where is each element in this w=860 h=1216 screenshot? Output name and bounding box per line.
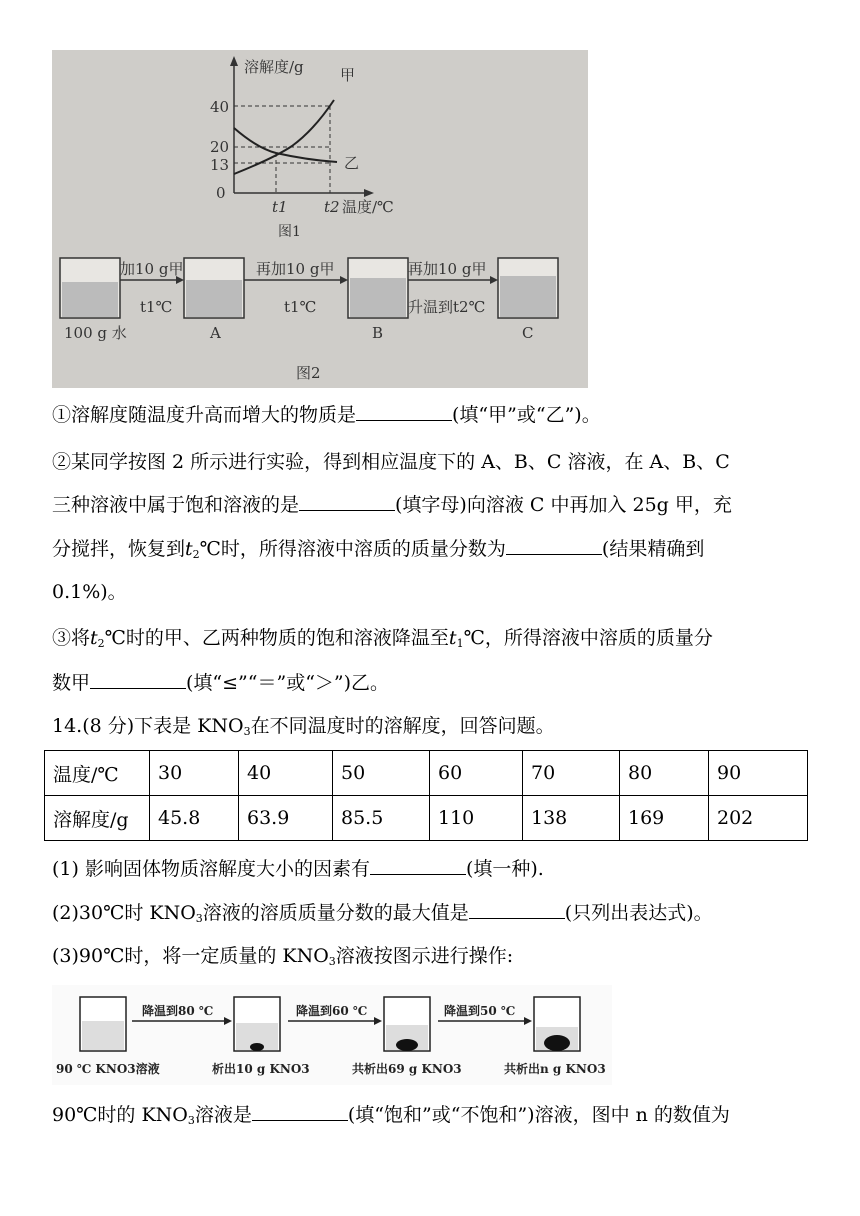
question-1 [52, 402, 601, 427]
q14-last-text-2: 溶液是 [194, 1104, 252, 1126]
q3-text-4: 数甲 [52, 672, 91, 694]
fig3-beaker-2 [384, 997, 430, 1051]
question-2-line4: 0.1%)。 [52, 581, 127, 603]
table-row [45, 796, 808, 841]
y-axis-arrow-icon [230, 56, 238, 66]
table-cell: 85.5 [333, 796, 430, 841]
table-cell: 63.9 [239, 796, 333, 841]
figure1-and-2 [52, 50, 588, 388]
temp2-label: t1℃ [284, 298, 317, 316]
beaker-0 [60, 258, 120, 318]
table-cell: 50 [333, 751, 430, 796]
q3-text-5: (填“≤”“＝”或“＞”)乙。 [186, 672, 390, 694]
table-cell: 溶解度/g [45, 796, 150, 841]
fig3-label-2: 共析出69 g KNO3 [352, 1062, 462, 1076]
question-2-line3 [52, 536, 704, 567]
fig3-label-3: 共析出n g KNO3 [504, 1062, 606, 1076]
x-axis-label: 温度/℃ [342, 198, 394, 216]
figure3-svg [52, 985, 612, 1085]
table-cell: 80 [620, 751, 709, 796]
fig3-arrow-1-head-icon [224, 1017, 232, 1025]
crystal-icon [396, 1039, 418, 1051]
figure-photo [52, 50, 588, 388]
q14-2-hint: (只列出表达式)。 [564, 902, 713, 924]
q14-1-blank[interactable] [370, 856, 466, 875]
curve-jia-label: 甲 [340, 66, 356, 84]
fig3-arrow-2-label: 降温到60 ℃ [296, 1004, 368, 1018]
table-cell: 90 [709, 751, 808, 796]
q14-2-text-2: 溶液的溶质质量分数的最大值是 [202, 902, 469, 924]
y-tick-13: 13 [210, 156, 230, 174]
beaker-a [184, 258, 244, 318]
q14-2-sub: 3 [195, 912, 203, 925]
arrow-2-head-icon [340, 276, 348, 284]
q2-t: t [185, 538, 193, 560]
fig3-label-0: 90 ℃ KNO3溶液 [56, 1062, 160, 1076]
step2-label: 再加10 g甲 [256, 260, 335, 278]
curve-yi-label: 乙 [344, 154, 360, 172]
table-cell: 110 [430, 796, 523, 841]
fig3-beaker-0 [80, 997, 126, 1051]
q3-text-3: ℃，所得溶液中溶质的质量分 [463, 627, 713, 649]
q14-1-hint: (填一种). [465, 858, 544, 880]
q14-3-sub: 3 [328, 955, 336, 968]
crystal-icon [544, 1035, 570, 1051]
question-3-line1 [52, 626, 713, 656]
beakerB-label: B [372, 324, 384, 342]
q3-t1: t [448, 627, 457, 649]
figure1-caption: 图1 [278, 224, 301, 240]
question-14-3 [52, 944, 513, 974]
question-14-last [52, 1102, 730, 1133]
question-2-line2 [52, 492, 732, 517]
q14-last-text: 90℃时的 KNO [52, 1104, 188, 1126]
question-3-line2 [52, 670, 389, 695]
figure2-caption: 图2 [296, 364, 321, 382]
q2-text-4: ℃时，所得溶液中溶质的质量分数为 [199, 538, 506, 560]
q1-blank[interactable] [356, 402, 452, 421]
q1-hint: (填“甲”或“乙”)。 [452, 404, 601, 426]
fig3-arrow-2-head-icon [374, 1017, 382, 1025]
q14-title-post: 在不同温度时的溶解度，回答问题。 [250, 715, 555, 737]
beaker-c [498, 258, 558, 318]
table-cell: 温度/℃ [45, 751, 150, 796]
curve-yi [234, 128, 337, 162]
fig3-arrow-1-label: 降温到80 ℃ [142, 1004, 214, 1018]
table-cell: 138 [523, 796, 620, 841]
y-tick-20: 20 [210, 138, 230, 156]
beaker0-label: 100 g 水 [64, 324, 127, 342]
y-tick-0: 0 [216, 184, 226, 202]
table-cell: 70 [523, 751, 620, 796]
y-tick-40: 40 [210, 98, 230, 116]
crystal-icon [250, 1043, 264, 1051]
beakerA-label: A [210, 324, 221, 342]
fig3-arrow-3-label: 降温到50 ℃ [444, 1004, 516, 1018]
table-cell: 45.8 [150, 796, 239, 841]
q2-text-5: (结果精确到 [601, 538, 705, 560]
q2-blank-2[interactable] [506, 536, 602, 555]
table-cell: 60 [430, 751, 523, 796]
q14-title-pre: 14.(8 分)下表是 KNO [52, 715, 244, 737]
question-14-1 [52, 856, 544, 881]
fig3-label-1: 析出10 g KNO3 [212, 1062, 310, 1076]
question-14-2 [52, 900, 713, 931]
fig3-arrow-3-head-icon [524, 1017, 532, 1025]
question-14-title [52, 714, 555, 744]
question-2-line1: ②某同学按图 2 所示进行实验，得到相应温度下的 A、B、C 溶液，在 A、B、C [52, 451, 730, 473]
step3-top-label: 再加10 g甲 [408, 260, 487, 278]
table-cell: 30 [150, 751, 239, 796]
q14-1-text: (1) 影响固体物质溶解度大小的因素有 [52, 858, 370, 880]
q14-last-blank[interactable] [252, 1102, 348, 1121]
x-axis-arrow-icon [364, 189, 374, 197]
solubility-table [44, 750, 808, 841]
q3-blank[interactable] [90, 670, 186, 689]
q3-t2-sub: 2 [97, 637, 105, 650]
q14-last-text-3: (填“饱和”或“不饱和”)溶液，图中 n 的数值为 [347, 1104, 730, 1126]
beakerC-label: C [522, 324, 534, 342]
table-row [45, 751, 808, 796]
q2-text: 三种溶液中属于饱和溶液的是 [52, 494, 300, 516]
x-tick-t2: t2 [324, 198, 340, 216]
x-tick-t1: t1 [272, 198, 288, 216]
table-cell: 40 [239, 751, 333, 796]
q3-text-2: ℃时的甲、乙两种物质的饱和溶液降温至 [104, 627, 449, 649]
temp1-label: t1℃ [140, 298, 173, 316]
arrow-3-head-icon [490, 276, 498, 284]
q14-3-text: (3)90℃时，将一定质量的 KNO [52, 945, 329, 967]
q14-last-sub: 3 [187, 1114, 195, 1127]
q3-t1-sub: 1 [456, 637, 464, 650]
q14-sub: 3 [243, 725, 251, 738]
q1-text: ①溶解度随温度升高而增大的物质是 [52, 404, 357, 426]
figure3 [52, 985, 612, 1085]
q2-text-3: 分搅拌，恢复到 [52, 538, 186, 560]
q3-text-1: ③将 [52, 627, 91, 649]
q2-t-sub: 2 [192, 548, 200, 561]
table-cell: 202 [709, 796, 808, 841]
y-axis-label: 溶解度/g [244, 58, 304, 76]
q14-2-blank[interactable] [469, 900, 565, 919]
fig3-beaker-3 [534, 997, 580, 1051]
step3-bottom-label: 升温到t2℃ [408, 298, 486, 316]
q2-text-2: (填字母)向溶液 C 中再加入 25g 甲，充 [395, 494, 732, 516]
q14-3-text-2: 溶液按图示进行操作: [335, 945, 514, 967]
fig3-beaker-1 [234, 997, 280, 1051]
q2-blank-1[interactable] [299, 492, 395, 511]
table-cell: 169 [620, 796, 709, 841]
q14-2-text: (2)30℃时 KNO [52, 902, 196, 924]
step1-label: 加10 g甲 [120, 260, 184, 278]
q3-t2: t [90, 627, 98, 649]
beaker-b [348, 258, 408, 318]
